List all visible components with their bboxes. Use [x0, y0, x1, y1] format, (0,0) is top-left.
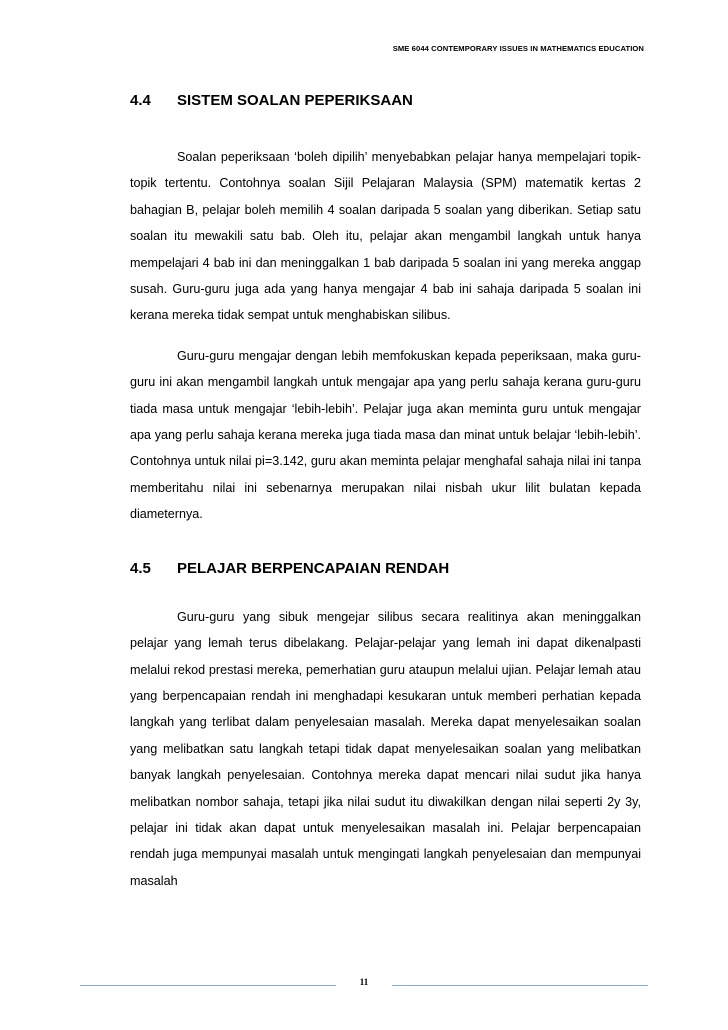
page-number: 11	[359, 977, 369, 987]
section-heading-4-4	[130, 88, 641, 114]
paragraph: Soalan peperiksaan ‘boleh dipilih’ menyebabkan pelajar hanya mempelajari topik-topik tertentu. Contohnya soalan Sijil Pelajaran Malaysia (SPM) matematik kertas 2 bahagian B, pelajar boleh memilih 4 soalan daripada 5 soalan yang diberikan. Setiap satu soalan itu mewakili satu bab. Oleh itu, pelajar akan mengambil langkah untuk hanya mempelajari 4 bab ini dan meninggalkan 1 bab daripada 5 soalan ini yang mereka anggap susah. Guru-guru juga ada yang hanya mengajar 4 bab ini sahaja daripada 5 soalan ini kerana mereka tidak sempat untuk menghabiskan silibus.	[130, 150, 641, 323]
paragraph: Guru-guru mengajar dengan lebih memfokuskan kepada peperiksaan, maka guru-guru ini akan mengambil langkah untuk mengajar apa yang perlu sahaja kerana guru-guru tiada masa untuk mengajar ‘lebih-lebih’. Pelajar juga akan meminta guru untuk mengajar apa yang perlu sahaja kerana mereka juga tiada masa dan minat untuk belajar ‘lebih-lebih’. Contohnya untuk nilai pi=3.142, guru akan meminta pelajar menghafal sahaja nilai ini tanpa memberitahu nilai ini sebenarnya merupakan nilai nisbah ukur lilit bulatan kepada diameternya.	[130, 348, 641, 522]
section-number: 4.4	[130, 92, 151, 109]
running-header: SME 6044 CONTEMPORARY ISSUES IN MATHEMATICS EDUCATION	[392, 44, 644, 53]
section-title: SISTEM SOALAN PEPERIKSAAN	[177, 92, 413, 109]
footer-rule-left	[80, 985, 336, 986]
paragraph: Guru-guru yang sibuk mengejar silibus secara realitinya akan meninggalkan pelajar yang lemah terus dibelakang. Pelajar-pelajar yang lemah ini dapat dikenalpasti melalui rekod prestasi mereka, pemerhatian guru ataupun melalui ujian. Pelajar lemah atau yang berpencapaian rendah ini menghadapi kesukaran untuk memberi perhatian kepada langkah yang terlibat dalam penyelesaian masalah. Mereka dapat menyelesaikan soalan yang melibatkan satu langkah tetapi tidak dapat menyelesaikan soalan yang melibatkan banyak langkah penyelesaian. Contohnya mereka dapat mencari nilai sudut jika hanya melibatkan nombor sahaja, tetapi jika nilai sudut itu diwakilkan dengan nilai seperti 2y 3y, pelajar ini tidak akan dapat untuk menyelesaikan masalah ini. Pelajar berpencapaian rendah juga mempunyai masalah untuk mengingati langkah penyelesaian dan mempunyai masalah	[130, 609, 641, 888]
section-number: 4.5	[130, 559, 151, 577]
footer-rule-right	[392, 985, 648, 986]
section-title: PELAJAR BERPENCAPAIAN RENDAH	[177, 559, 450, 577]
page-content	[130, 88, 641, 894]
page-footer	[80, 964, 648, 1004]
section-heading-4-5	[130, 556, 641, 582]
